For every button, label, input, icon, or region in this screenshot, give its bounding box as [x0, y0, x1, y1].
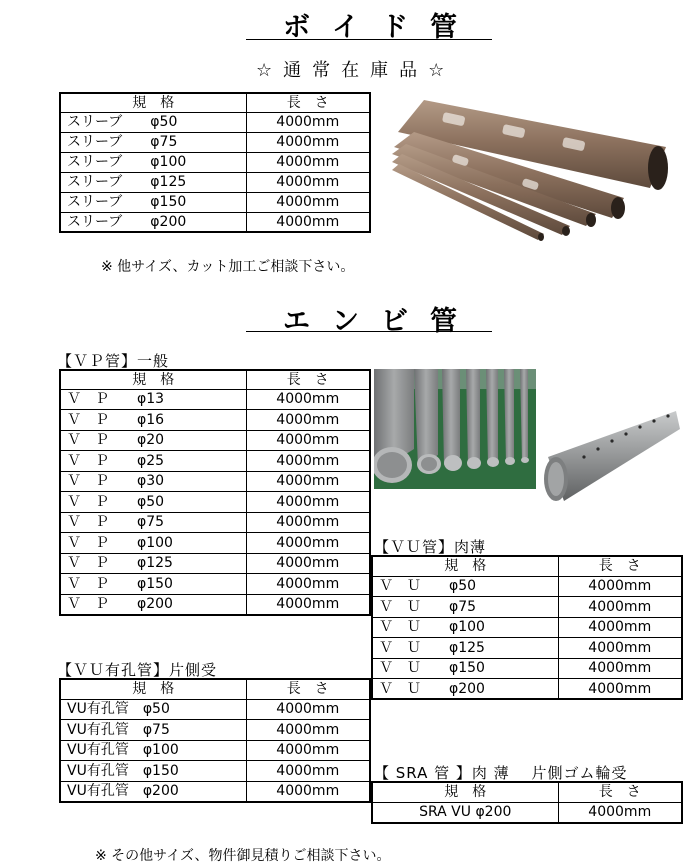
table-cell-spec: VU有孔管 φ200 — [60, 781, 246, 802]
footer-note: ※ その他サイズ、物件御見積りご相談下さい。 — [95, 848, 391, 864]
table-cell-spec: Ｖ Ｐ φ25 — [60, 451, 246, 472]
table-cell-spec: スリーブ φ125 — [60, 172, 246, 192]
table-cell-spec: VU有孔管 φ150 — [60, 761, 246, 782]
table-cell-length: 4000mm — [246, 212, 370, 232]
table-cell-spec: スリーブ φ75 — [60, 132, 246, 152]
sra-caption: 【 SRA 管 】肉 薄 片側ゴム輪受 — [374, 764, 628, 782]
table-cell-spec: Ｖ Ｐ φ20 — [60, 430, 246, 451]
table-cell-length: 4000mm — [246, 699, 370, 720]
table-cell-spec: Ｖ Ｕ φ75 — [372, 597, 558, 618]
vp-header-spec: 規 格 — [60, 370, 246, 389]
sra-header-length: 長 さ — [558, 782, 682, 802]
table-cell-spec: VU有孔管 φ50 — [60, 699, 246, 720]
table-cell-spec: スリーブ φ200 — [60, 212, 246, 232]
table-cell-length: 4000mm — [246, 471, 370, 492]
table-cell-spec: VU有孔管 φ75 — [60, 720, 246, 741]
table-cell-length: 4000mm — [246, 451, 370, 472]
void-tube-photo — [384, 92, 674, 242]
vuh-table — [59, 678, 371, 803]
table-cell-spec: Ｖ Ｕ φ100 — [372, 617, 558, 638]
void-table — [59, 92, 371, 233]
table-cell-length: 4000mm — [246, 761, 370, 782]
table-cell-length: 4000mm — [558, 576, 682, 597]
table-cell-spec: Ｖ Ｐ φ125 — [60, 553, 246, 574]
void-title-underline — [246, 39, 492, 40]
vp-table — [59, 369, 371, 616]
void-header-length: 長 さ — [246, 93, 370, 112]
table-cell-spec: Ｖ Ｕ φ150 — [372, 658, 558, 679]
table-cell-spec: Ｖ Ｐ φ200 — [60, 594, 246, 615]
table-cell-spec: Ｖ Ｐ φ16 — [60, 410, 246, 431]
table-cell-length: 4000mm — [558, 679, 682, 700]
table-cell-spec: スリーブ φ100 — [60, 152, 246, 172]
vu-header-spec: 規 格 — [372, 556, 558, 576]
enbi-title-underline — [246, 331, 492, 332]
table-cell-length: 4000mm — [246, 430, 370, 451]
table-cell-length: 4000mm — [246, 740, 370, 761]
table-cell-spec: Ｖ Ｐ φ13 — [60, 389, 246, 410]
table-cell-length: 4000mm — [246, 512, 370, 533]
table-cell-spec: Ｖ Ｕ φ200 — [372, 679, 558, 700]
vu-perforated-pipe-photo — [544, 405, 680, 505]
vu-table — [371, 555, 683, 700]
table-cell-length: 4000mm — [558, 802, 682, 823]
vu-header-length: 長 さ — [558, 556, 682, 576]
vp-pipes-photo — [374, 369, 536, 489]
table-cell-length: 4000mm — [558, 658, 682, 679]
enbi-title: エンビ管 — [283, 306, 479, 337]
table-cell-spec: Ｖ Ｕ φ125 — [372, 638, 558, 659]
table-cell-spec: スリーブ φ50 — [60, 112, 246, 132]
vp-header-length: 長 さ — [246, 370, 370, 389]
vu-caption: 【ＶＵ管】肉薄 — [374, 538, 487, 556]
table-cell-length: 4000mm — [558, 638, 682, 659]
vuh-header-spec: 規 格 — [60, 679, 246, 699]
table-cell-spec: SRA VU φ200 — [372, 802, 558, 823]
table-cell-spec: Ｖ Ｕ φ50 — [372, 576, 558, 597]
table-cell-length: 4000mm — [558, 617, 682, 638]
table-cell-length: 4000mm — [246, 152, 370, 172]
void-title: ボイド管 — [283, 12, 479, 43]
void-note: ※ 他サイズ、カット加工ご相談下さい。 — [101, 259, 355, 275]
table-cell-length: 4000mm — [246, 553, 370, 574]
table-cell-length: 4000mm — [246, 720, 370, 741]
table-cell-length: 4000mm — [246, 410, 370, 431]
vp-caption: 【ＶＰ管】一般 — [57, 352, 170, 370]
table-cell-length: 4000mm — [246, 492, 370, 513]
table-cell-spec: Ｖ Ｐ φ150 — [60, 574, 246, 595]
table-cell-length: 4000mm — [246, 594, 370, 615]
table-cell-length: 4000mm — [246, 172, 370, 192]
table-cell-spec: Ｖ Ｐ φ50 — [60, 492, 246, 513]
table-cell-spec: スリーブ φ150 — [60, 192, 246, 212]
table-cell-length: 4000mm — [558, 597, 682, 618]
sra-header-spec: 規 格 — [372, 782, 558, 802]
table-cell-length: 4000mm — [246, 781, 370, 802]
sra-table — [371, 781, 683, 824]
vuh-caption: 【ＶＵ有孔管】片側受 — [57, 661, 218, 679]
void-subtitle: ☆通常在庫品☆ — [256, 60, 456, 81]
table-cell-length: 4000mm — [246, 574, 370, 595]
void-header-spec: 規 格 — [60, 93, 246, 112]
table-cell-length: 4000mm — [246, 389, 370, 410]
vuh-header-length: 長 さ — [246, 679, 370, 699]
table-cell-length: 4000mm — [246, 112, 370, 132]
table-cell-length: 4000mm — [246, 533, 370, 554]
table-cell-spec: Ｖ Ｐ φ75 — [60, 512, 246, 533]
table-cell-spec: Ｖ Ｐ φ30 — [60, 471, 246, 492]
table-cell-spec: Ｖ Ｐ φ100 — [60, 533, 246, 554]
table-cell-length: 4000mm — [246, 192, 370, 212]
table-cell-spec: VU有孔管 φ100 — [60, 740, 246, 761]
table-cell-length: 4000mm — [246, 132, 370, 152]
